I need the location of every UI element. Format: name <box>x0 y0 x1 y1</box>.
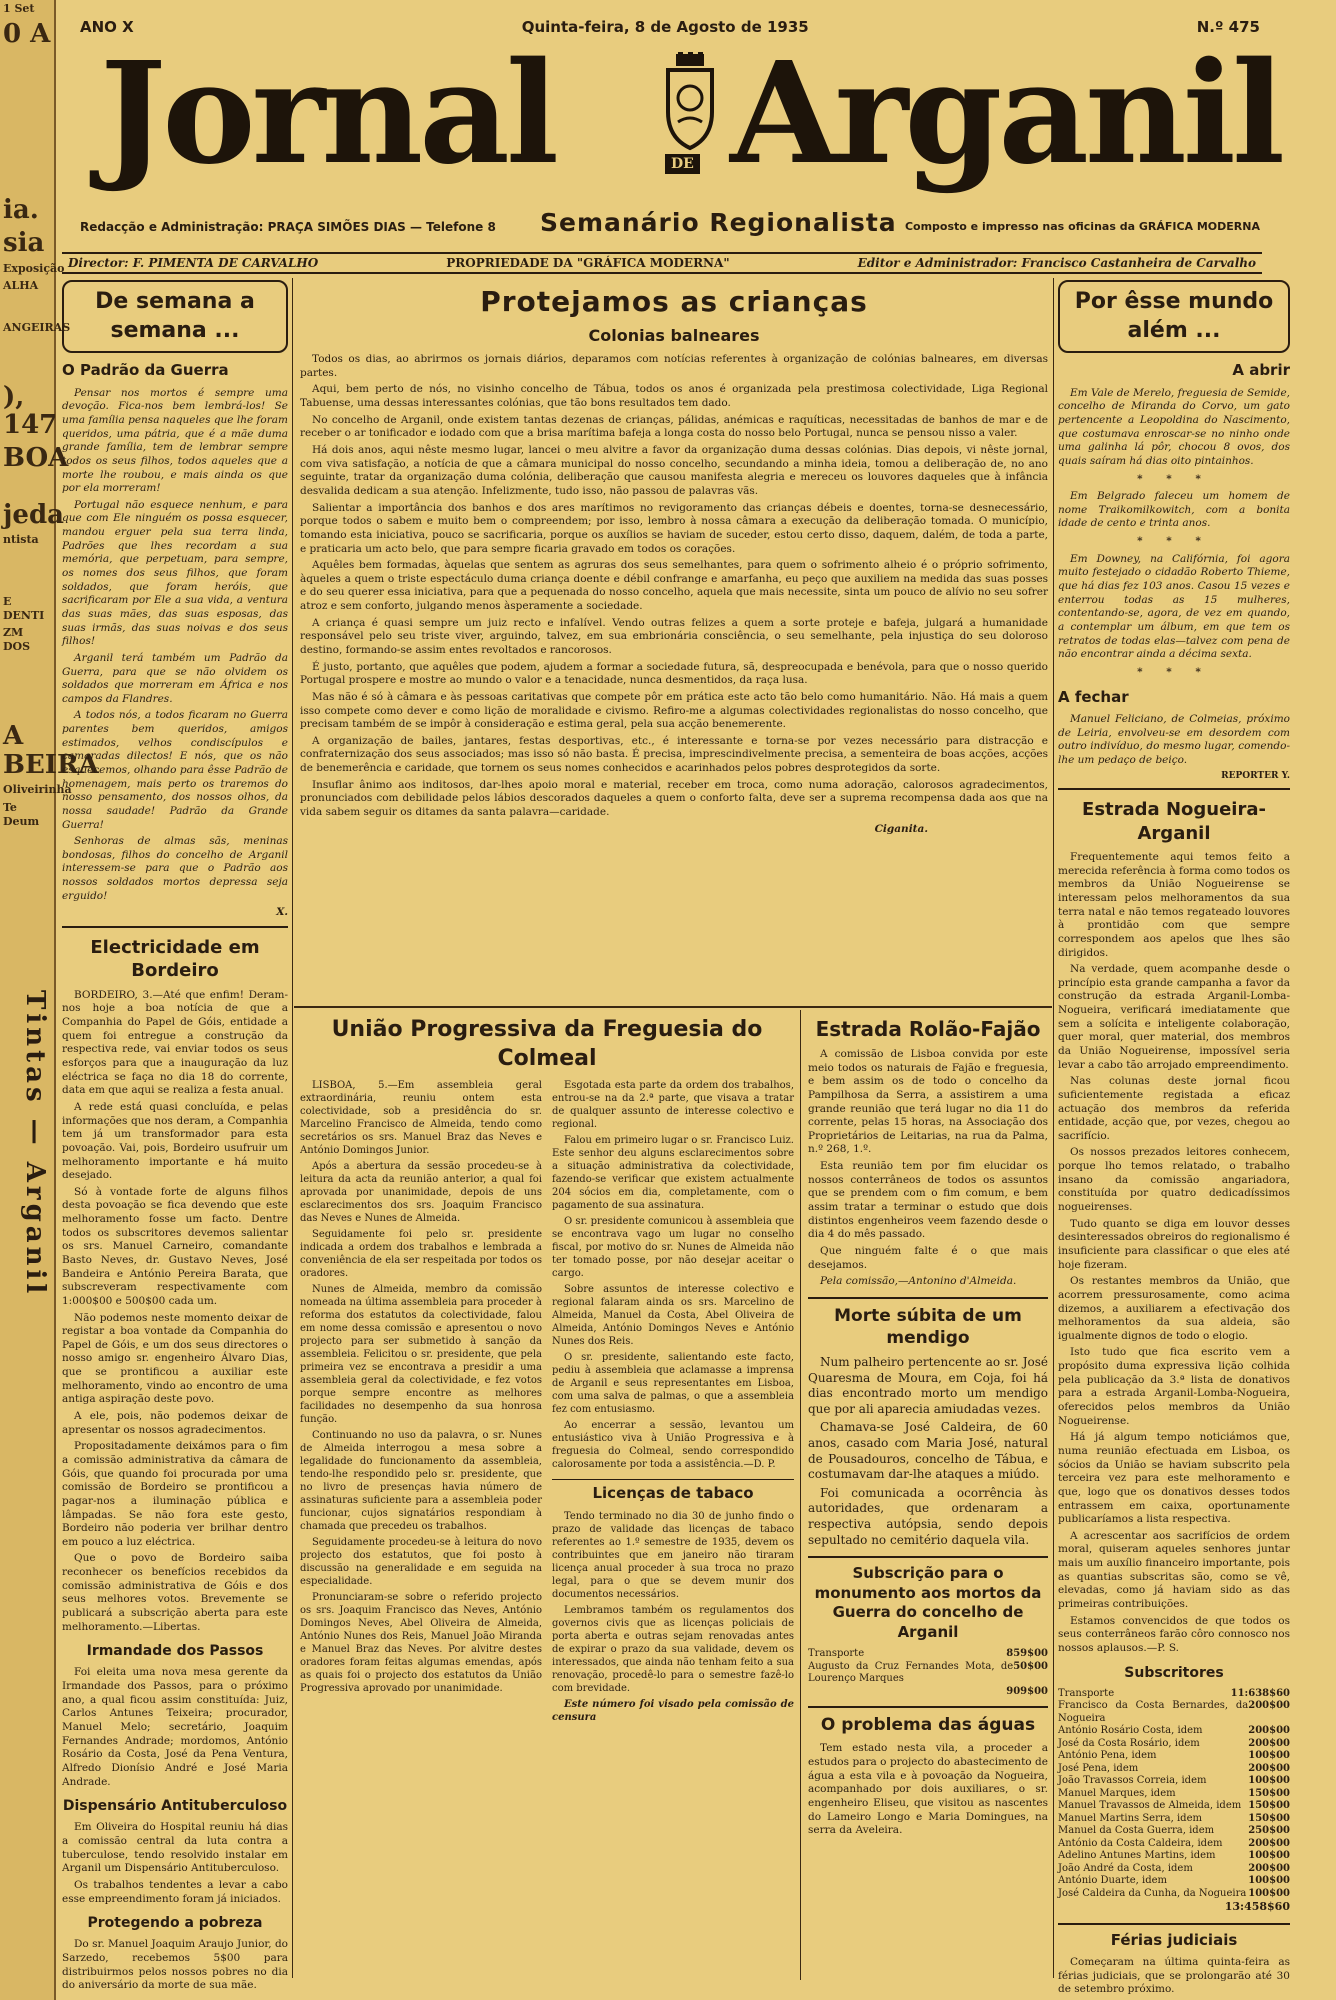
column-rule <box>1053 278 1054 1978</box>
paragraph: Chamava-se José Caldeira, de 60 anos, casado com Maria José, natural de Pousadouros, concelho de Tábua, e costumavam dar-lhe ataques a miúdo. <box>808 1420 1048 1482</box>
title-jornal: Jornal <box>100 32 556 196</box>
paragraph: No concelho de Arganil, onde existem tantas dezenas de crianças, pálidas, anémicas e raquíticas, necessitadas de banhos de mar e de receber o ar tonificador e iodado com que a brisa marítima bafeja a longa costa do nosso belo Portugal, nunca se pensou nisso a valer. <box>300 413 1048 440</box>
paragraph: Do sr. Manuel Joaquim Araujo Junior, do Sarzedo, recebemos 5$00 para distribuirmos pelos nossos pobres no dia do aniversário da morte de sua mãe. <box>62 1938 288 1992</box>
headline-irmandade: Irmandade dos Passos <box>86 1643 264 1660</box>
paragraph: Insuflar ânimo aos inditosos, dar-lhes apoio moral e material, receber em troca, como numa adoração, calorosos agradecimentos, pronunciados com debilidade pelos lábios descorados daqueles a quem o conforto falta, deve ser a suprema recompensa dada aos que na vida sabem seguir os ditames da santa palavra—caridade. <box>300 778 1048 819</box>
paragraph: A rede está quasi concluída, e pelas informações que nos deram, a Companhia tem já um transformador para esta povoação. Vai, pois, Bordeiro usufruir um melhoramento importante e há muito desejado. <box>62 1100 288 1182</box>
title-arganil: Arganil <box>730 32 1282 196</box>
censorship-note: Este número foi visado pela comissão de censura <box>552 1698 794 1723</box>
bleed-line: 1 Set <box>3 2 35 15</box>
director: Director: F. PIMENTA DE CARVALHO <box>68 256 319 270</box>
subtitle: Semanário Regionalista <box>540 208 897 237</box>
bleed-line: Oliveirinha <box>3 783 72 797</box>
bleed-line: E DENTI <box>3 594 45 622</box>
masthead-title <box>80 32 1282 224</box>
paragraph: Aqui, bem perto de nós, no visinho concelho de Tábua, todos os anos é organizada pela prestimosa colectividade, Liga Regional Tabuense, uma dessas interessantes colónias, que tão bons resultados tem dado. <box>300 383 1048 410</box>
bleed-line: 0 A <box>3 18 51 49</box>
paragraph: Os restantes membros da União, que acorrem pressurosamente, como acima dizemos, a auxiliarem a efectivação dos melhoramentos da sua aldeia, são igualmente dignos de todo o elogio. <box>1058 1275 1290 1342</box>
paragraph: Os nossos prezados leitores conhecem, porque lho temos relatado, o trabalho insano da comissão angariadora, constituída por quatro dedicadíssimos nogueirenses. <box>1058 1146 1290 1214</box>
subscriber-row: Adelino Antunes Martins, idem 100$00 <box>1058 1850 1290 1862</box>
paragraph: Ao encerrar a sessão, levantou um entusiástico viva à União Progressiva e à freguesia do Colmeal, sendo correspondido calorosamente por toda a assistência.—D. P. <box>552 1420 794 1471</box>
bleed-line: ), 147 <box>3 381 58 441</box>
bleed-line: ia. <box>3 195 39 226</box>
paragraph: Que ninguém falte é o que mais desejamos. <box>808 1244 1048 1271</box>
paragraph: Não podemos neste momento deixar de registar a boa vontade da Companhia do Papel de Góis, e um dos seus directores o nosso amigo sr. engenheiro Álvaro Dias, que se prontificou a auxiliar este melhoramento, vindo ao encontro de uma antiga aspiração deste povo. <box>62 1311 288 1406</box>
paragraph: Há dois anos, aqui nêste mesmo lugar, lancei o meu alvitre a favor da organização duma dessas colónias. Dias depois, vi nêste jornal, com viva satisfação, a notícia de que a câmara municipal do nosso concelho, secundando a minha ideia, tomou a deliberação de, no ano seguinte, tratar da organização duma colónia, deliberação que causou manifesta alegria e mereceu os louvores daqueles que à infância desvalida dedicam a sua atenção. Infelizmente, tudo isso, não passou de palavras vãs. <box>300 444 1048 497</box>
bleed-line: Exposição <box>3 261 65 275</box>
headline-uniao: União Progressiva da Freguesia do Colmeal <box>331 1017 763 1071</box>
bleed-line: ALHA <box>3 279 39 293</box>
paragraph: Esgotada esta parte da ordem dos trabalhos, entrou-se na da 2.ª parte, que visava a tratar de qualquer assunto de interesse colectivo e regional. <box>552 1080 794 1131</box>
bleed-line: A BEIRA <box>3 720 99 780</box>
signature: Ciganita. <box>874 822 928 835</box>
uniao-article <box>300 1012 794 1982</box>
subscriber-row: Transporte 11:638$60 <box>1058 1687 1290 1699</box>
paragraph: Que o povo de Bordeiro saiba reconhecer os benefícios recebidos da comissão administrativa de Góis e dos seus melhores votos. Brevemente se publicará a subscrição aberta para este melhoramento.—Libertas. <box>62 1552 288 1633</box>
paragraph: Aquêles bem formadas, àquelas que sentem as agruras dos seus semelhantes, para quem o sofrimento alheio é o próprio sofrimento, àqueles a quem o triste espectáculo duma criança doente e débil confrange e amarfanha, eu peço que auxiliem na medida das suas posses e do seu querer essa iniciativa, para que a pequenada do nosso concelho, aquela que mais necessite, sinta um pouco de alívio no seu sofrer atroz e sem conforto, julgando menos àsperamente a sociedade. <box>300 559 1048 613</box>
column-rule <box>800 1010 801 1980</box>
paragraph: Continuando no uso da palavra, o sr. Nunes de Almeida interrogou a mesa sobre a legalidade do funcionamento da assembleia, tendo-lhe respondido pelo sr. presidente, que no livro de presenças havia número de assinaturas suficiente para a assembleia poder funcionar, cujos signatários respondiam à chamada que precedeu os trabalhos. <box>300 1430 542 1533</box>
headline-morte: Morte súbita de um mendigo <box>808 1297 1048 1349</box>
paragraph: Em Downey, na Califórnia, foi agora muito festejado o cidadão Roberto Thieme, que há dias fez 103 anos. Casou 15 vezes e enterrou todas as 15 mulheres, contentando-se, agora, de vez em quando, a contemplar um álbum, em que tem os retratos de todas elas—talvez com pena de não encontrar ainda a décima sexta. <box>1058 552 1290 661</box>
paragraph: Num palheiro pertencente ao sr. José Quaresma de Moura, em Coja, foi há dias encontrado morto um mendigo que por ali aparecia amiudadas vezes. <box>808 1355 1048 1416</box>
paragraph: Frequentemente aqui temos feito a merecida referência à forma como todos os membros da União Nogueirense se interessam pelos melhoramentos da sua terra natal e não temos regateado louvores à prontidão com que sempre correspondem aos apelos que lhes são dirigidos. <box>1058 851 1290 959</box>
paragraph: Foi comunicada a ocorrência às autoridades, que ordenaram a respectiva autópsia, sendo depois sepultado no cemitério daquela vila. <box>808 1485 1048 1547</box>
headline-aguas: O problema das águas <box>808 1706 1048 1736</box>
separator-stars: * * * <box>1137 535 1211 548</box>
subscriber-row: José Caldeira da Cunha, da Nogueira 100$00 <box>1058 1887 1290 1899</box>
paragraph: A todos nós, a todos ficaram no Guerra parentes bem queridos, amigos estimados, velhos condiscípulos e camaradas dilectos! E nós, que os não esquecemos, olhando para êsse Padrão de homenagem, mais perto os traremos do nosso pensamento, dos nossos olhos, da nossa saudade! Padrão da Grande Guerra! <box>62 709 288 831</box>
subscription-row: Augusto da Cruz Fernandes Mota, de Lourenço Marques 50$00 <box>808 1660 1048 1685</box>
subscription-row: Transporte 859$00 <box>808 1648 1048 1660</box>
paragraph: A ele, pois, não podemos deixar de apresentar os nossos agradecimentos. <box>62 1410 288 1436</box>
subscriber-row: Manuel Travassos de Almeida, idem 150$00 <box>1058 1800 1290 1812</box>
paragraph: Isto tudo que fica escrito vem a propósito duma expressiva lição colhida pela publicação da 3.ª lista de donativos para a estrada Arganil-Lomba-Nogueira, oferecidos pelos membros da União Nogueirense. <box>1058 1346 1290 1427</box>
headline-ferias: Férias judiciais <box>1058 1923 1290 1951</box>
bleed-line: ANGEIRAS <box>3 321 71 335</box>
printer-note: Composto e impresso nas oficinas da GRÁFICA MODERNA <box>904 220 1260 233</box>
adjacent-page-edge <box>0 0 99 2000</box>
masthead-subline <box>80 208 1260 242</box>
headline-subscricao: Subscrição para o monumento aos mortos da Guerra do concelho de Arganil <box>808 1556 1048 1642</box>
paragraph: A acrescentar aos sacrifícios de ordem moral, quiseram aqueles senhores juntar mais um auxílio financeiro importante, pois as quantias subscritas são, como se vê, elevadas, como já haviam sido as das primeiras contribuições. <box>1058 1529 1290 1610</box>
headline-a-fechar: A fechar <box>1058 687 1129 706</box>
subscribers-total: 13:458$60 <box>1224 1900 1290 1914</box>
paragraph: A comissão de Lisboa convida por este meio todos os naturais de Fajão e freguesia, e bem assim os de todo o concelho da Pampilhosa da Serra, a assistirem a uma grande reunião que terá lugar no dia 11 do corrente, pelas 15 horas, na Associação dos Proprietários de Leitarias, na rua da Palma, n.º 268, 1.º. <box>808 1048 1048 1156</box>
headline-licencas: Licenças de tabaco <box>552 1479 794 1504</box>
paragraph: Nas colunas deste jornal ficou suficientemente registada a eficaz actuação dos membros da referida entidade, acção que, por vezes, chegou ao sacrifício. <box>1058 1075 1290 1142</box>
title-de: DE <box>665 154 700 174</box>
subscriber-row: Manuel da Costa Guerra, idem 250$00 <box>1058 1825 1290 1837</box>
paragraph: Falou em primeiro lugar o sr. Francisco Luiz. Este senhor deu alguns esclarecimentos sobre a situação administrativa da colectividade, fazendo-se verificar que existem actualmente 204 sócios em dia, completamente, com o pagamento de sua assinatura. <box>552 1135 794 1212</box>
paragraph: Em Belgrado faleceu um homem de nome Traikomilkowitch, com a bonita idade de cento e trinta anos. <box>1058 490 1290 530</box>
paragraph: Nunes de Almeida, membro da comissão nomeada na última assembleia para proceder à reforma dos estatutos da colectividade, falou em nome dessa comissão e apresentou o novo projecto para ser submetido à sanção da assembleia. Felicitou o sr. presidente, que pela primeira vez se encontrava a presidir a uma assembleia geral da colectividade, e fez votos porque sempre encontre as melhores facilidades no desempenho da sua honrosa função. <box>300 1284 542 1426</box>
paragraph: Foi eleita uma nova mesa gerente da Irmandade dos Passos, para o próximo ano, a qual ficou assim constituída: Juiz, Carlos Antunes Teixeira; procurador, Manuel Melo; secretário, Joaquim Fernandes Andrade; mordomos, António Rosário da Costa, José da Pena Ventura, Alfredo Dionísio André e José Maria Andrade. <box>62 1666 288 1788</box>
paragraph: O sr. presidente comunicou à assembleia que se encontrava vago um lugar no conselho fiscal, por motivo do sr. Nunes de Almeida não ter tomado posse, por não desejar aceitar o cargo. <box>552 1216 794 1280</box>
subscribers-list <box>1058 1688 1290 1901</box>
paragraph: Os trabalhos tendentes a levar a cabo esse empreendimento foram já iniciados. <box>62 1878 288 1905</box>
subscriber-row: Manuel Marques, idem 150$00 <box>1058 1787 1290 1799</box>
headline-a-abrir: A abrir <box>1232 361 1290 380</box>
bleed-line: ZM DOS <box>3 626 31 654</box>
paragraph: Salientar a importância dos banhos e dos ares marítimos no revigoramento das crianças débeis e doentes, torna-se desnecessário, porque todos o sabem e muito bem o compreendem; por isso, lembro à nossa câmara a execução da deliberação tomada. O município, tomando esta iniciativa, pouco se sacrificaria, porque os auxílios se haviam de suceder, estou certo disso, daquem, dalém, de toda a parte, e praticaria um acto belo, que para sempre ficaria gravado em todos os corações. <box>300 501 1048 555</box>
left-column <box>62 280 288 1992</box>
issue-year: ANO X <box>80 18 134 36</box>
subscriber-row: Manuel Martins Serra, idem 150$00 <box>1058 1812 1290 1824</box>
paragraph: Pela comissão,—Antonino d'Almeida. <box>820 1275 1017 1288</box>
subscriber-row: João André da Costa, idem 200$00 <box>1058 1862 1290 1874</box>
paragraph: Só à vontade forte de alguns filhos desta povoação se fica devendo que este melhoramento fosse um facto. Dentre todos os subscritores devemos salientar os srs. Manuel Carneiro, comandante Basto Neves, dr. Gustavo Neves, José Bandeira e António Pereira Barata, que subscreveram respectivamente com 1:000$00 e 500$00 cada um. <box>62 1185 288 1307</box>
redaccao-address: Redacção e Administração: PRAÇA SIMÕES DIAS — Telefone 8 <box>80 220 496 234</box>
separator-stars: * * * <box>1137 665 1211 678</box>
paragraph: Lembramos também os regulamentos dos governos civis que as licenças policiais de porta aberta e outras sejam renovadas antes de expirar o prazo da sua validade, devem os interessados, que ainda não tenham feito a sua renovação, procedê-lo para o semestre fazê-lo com brevidade. <box>552 1604 794 1694</box>
paragraph: Após a abertura da sessão procedeu-se à leitura da acta da reunião anterior, a qual foi aprovada por unanimidade, depois de uns esclarecimentos dos srs. Joaquim Francisco das Neves e Nunes de Almeida. <box>300 1161 542 1225</box>
headline-rolao: Estrada Rolão-Fajão <box>815 1017 1041 1041</box>
headline-electricidade: Electricidade em Bordeiro <box>90 937 260 982</box>
paragraph: Sobre assuntos de interesse colectivo e regional falaram ainda os srs. Marcelino de Almeida, Manuel da Costa, Abel Oliveira de Almeida, António Domingos Neves e António Nunes dos Reis. <box>552 1284 794 1348</box>
bleed-vertical-ad: Tintas — Arganil <box>20 990 50 1298</box>
paragraph: Senhoras de almas sãs, meninas bondosas, filhos do concelho de Arganil interessem-se para que o Padrão aos nossos soldados mortos depressa seja erguido! <box>62 835 288 902</box>
paragraph: Todos os dias, ao abrirmos os jornais diários, deparamos com notícias referentes à organização de colónias balneares, em diversas partes. <box>300 353 1048 379</box>
paragraph: Começaram na última quinta-feira as férias judiciais, que se prolongarão até 30 de setembro próximo. <box>1058 1956 1290 1996</box>
paragraph: Há já algum tempo noticiámos que, numa reunião efectuada em Lisboa, os sócios da União se haviam subscrito pela terceira vez para este melhoramento e que, logo que os donativos desses todos entrassem em caixa, oportunamente publicaríamos a lista respectiva. <box>1058 1431 1290 1526</box>
bleed-line: ntista <box>3 533 39 547</box>
paragraph: Pensar nos mortos é sempre uma devoção. Fica-nos bem lembrá-los! Se uma família pensa naqueles que lhe foram queridos, uma pátria, que é a mãe duma grande família, tem de lembrar sempre todos os seus filhos, todos aqueles que a morte lhe roubou, e mais ainda os que por ela morreram! <box>62 386 288 495</box>
paragraph: Propositadamente deixámos para o fim a comissão administrativa da câmara de Góis, que quando foi procurada por uma comissão de Bordeiro se prontificou a pagar-nos a iluminação pública e lâmpadas. Se não fora este gesto, Bordeiro não poderia ver brilhar dentro em pouco a luz eléctrica. <box>62 1440 288 1548</box>
right-column <box>1058 280 1291 1996</box>
bleed-line: Te Deum <box>3 800 40 828</box>
paragraph: Mas não é só à câmara e às pessoas caritativas que compete pôr em prática este acto tão belo como humanitário. Não. Há mais a quem isso compete como dever e como lição de moralidade e civismo. Refiro-me a algumas colectividades regionalistas do nosso concelho, que precisam também de se impôr à consideração e estima geral, pela sua acção benemerente. <box>300 690 1048 731</box>
rolao-column <box>808 1012 1048 1982</box>
editor: Editor e Administrador: Francisco Castanheira de Carvalho <box>857 256 1256 270</box>
paragraph: BORDEIRO, 3.—Até que enfim! Deram-nos hoje a boa notícia de que a Companhia do Papel de Góis, entidade a quem foi entregue a construção da respectiva rede, vai enviar todos os seus esforços para que a inauguração da luz eléctrica se faça no dia 18 do corrente, data em que aqui se realiza a festa anual. <box>62 988 288 1097</box>
paragraph: Tudo quanto se diga em louvor desses desinteressados obreiros do regionalismo é insuficiente para classificar o que eles até hoje fizeram. <box>1058 1217 1290 1271</box>
column-rule <box>292 278 293 1978</box>
headline-protegendo: Protegendo a pobreza <box>87 1915 263 1932</box>
subscriber-row: António da Costa Caldeira, idem 200$00 <box>1058 1837 1290 1849</box>
bleed-line: sia <box>3 227 45 258</box>
issue-date: Quinta-feira, 8 de Agosto de 1935 <box>521 18 809 36</box>
propriedade: PROPRIEDADE DA "GRÁFICA MODERNA" <box>446 256 730 270</box>
bleed-line: jeda <box>3 499 64 530</box>
paragraph: Em Vale de Merelo, freguesia de Semide, concelho de Miranda do Corvo, um gato pertencente a Leopoldina do Nascimento, que costumava enroscar-se no ninho onde uma galinha lá pôr, chocou 8 ovos, dos quais saíram há dias oito pintainhos. <box>1058 386 1291 467</box>
paragraph: Em Oliveira do Hospital reuniu há dias a comissão central da luta contra a tuberculose, tendo resolvido instalar em Arganil um Dispensário Antituberculoso. <box>62 1821 288 1875</box>
paragraph: Pronunciaram-se sobre o referido projecto os srs. Joaquim Francisco das Neves, António Domingos Neves, Abel Oliveira de Almeida, António Nunes dos Reis, Manuel João Miranda e Manuel Braz das Neves. Por alvitre destes oradores foram feitas algumas emendas, após as quais foi o projecto dos estatutos da União Progressiva aprovado por unanimidade. <box>300 1592 542 1695</box>
signature: X. <box>276 906 288 919</box>
paragraph: Tem estado nesta vila, a proceder a estudos para o projecto do abastecimento de água a esta vila e à povoação da Nogueira, acompanhado por dois auxiliares, o sr. engenheiro Eliseu, que visitou as nascentes do Lameiro Longo e Maria Domingues, na serra da Aveleira. <box>808 1742 1048 1837</box>
subscriber-row: José da Costa Rosário, idem 200$00 <box>1058 1737 1290 1749</box>
paragraph: LISBOA, 5.—Em assembleia geral extraordinária, reuniu ontem esta colectividade, sob a presidência do sr. Marcelino Francisco de Almeida, tendo como secretários os srs. Manuel Braz das Neves e António Domingos Junior. <box>300 1080 542 1157</box>
subscriber-row: Francisco da Costa Bernardes, da Nogueira 200$00 <box>1058 1700 1290 1724</box>
paragraph: Portugal não esquece nenhum, e para que com Ele ninguém os possa esquecer, mandou erguer pela sua terra linda, Padrões que lhes recordam a sua memória, que perpetuam, para sempre, os nomes dos seus filhos, que foram soldados, que foram heróis, que sacrificaram por Ele a sua vida, a ventura das suas mães, das suas esposas, das suas irmãs, das suas noivas e dos seus filhos! <box>62 498 288 648</box>
staff-bar <box>62 252 1262 274</box>
paragraph: Seguidamente procedeu-se à leitura do novo projecto dos estatutos, que foi posto à discussão na generalidade e em seguida na especialidade. <box>300 1537 542 1588</box>
arganil-crest-icon <box>662 52 718 152</box>
bleed-line: BOA <box>3 442 69 473</box>
paragraph: Tendo terminado no dia 30 de junho findo o prazo de validade das licenças de tabaco referentes ao 1.º semestre de 1935, devem os contribuintes que em janeiro não tiraram licença anual proceder à sua troca no prazo legal, para o que se devem munir dos documentos necessários. <box>552 1510 794 1600</box>
paragraph: A criança é quasi sempre um juiz recto e infalível. Vendo outras felizes a quem a sorte proteje e bafeja, julgará a humanidade responsável pelo seu triste viver, arguindo, talvez, em sua embrionária consciência, o seu semelhante, pela injustiça do seu doloroso destino, formando-se assim entes revoltados e rancorosos. <box>300 616 1048 656</box>
subscriber-row: António Rosário Costa, idem 200$00 <box>1058 1725 1290 1737</box>
paragraph: Na verdade, quem acompanhe desde o princípio esta grande campanha a favor da construção da estrada Arganil-Lomba-Nogueira, verificará imediatamente que sem a solícita e inteligente colaboração, quer moral, quer material, dos membros da União Nogueirense, impossível seria levar a cabo tão arrojado empreendimento. <box>1058 963 1290 1071</box>
subscription-row: 909$00 <box>1006 1685 1048 1697</box>
paragraph: A organização de bailes, jantares, festas desportivas, etc., é interessante e torna-se por vezes necessário para distracção e confraternização dos seus associados; mas isso só não basta. É precisa, imprescindivelmente precisa, a sementeira de boas acções, acções de benemerência e caridade, que tornem os seus nomes conhecidos e acarinhados pelos pobres desprotegidos da sorte. <box>300 734 1048 775</box>
paragraph: Estamos convencidos de que todos os seus conterrâneos farão côro connosco nos nossos aplausos.—P. S. <box>1058 1614 1290 1654</box>
signature: REPORTER Y. <box>1221 770 1290 781</box>
paragraph: O sr. presidente, salientando este facto, pediu à assembleia que aclamasse a imprensa de Arganil e seus representantes em Lisboa, com uma salva de palmas, o que a assembleia fez com entusiasmo. <box>552 1352 794 1416</box>
subscriber-row: José Pena, idem 200$00 <box>1058 1762 1290 1774</box>
subscriber-row: António Duarte, idem 100$00 <box>1058 1875 1290 1887</box>
issue-number: N.º 475 <box>1196 18 1260 36</box>
headline-subscritores: Subscritores <box>1124 1664 1224 1681</box>
section-box-de-semana: De semana a semana ... <box>62 280 288 353</box>
subheadline-colonias: Colonias balneares <box>588 326 760 346</box>
subscriber-row: António Pena, idem 100$00 <box>1058 1750 1290 1762</box>
paragraph: É justo, portanto, que aquêles que podem, ajudem a formar a sociedade futura, sã, despreocupada e benévola, para que o nosso querido Portugal prospere e mostre ao mundo o valor e a tenacidade, nunca desmentidos, da raça lusa. <box>300 660 1048 687</box>
section-box-por-esse-mundo: Por êsse mundo além ... <box>1058 280 1290 353</box>
lead-article <box>300 280 1048 1004</box>
headline-estrada-nogueira: Estrada Nogueira-Arganil <box>1082 799 1266 844</box>
section-rule <box>294 1006 1052 1008</box>
headline-protejamos: Protejamos as crianças <box>480 285 868 318</box>
headline-padrao: O Padrão da Guerra <box>62 361 229 380</box>
separator-stars: * * * <box>1137 472 1211 485</box>
subscriber-row: João Travassos Correia, idem 100$00 <box>1058 1775 1290 1787</box>
headline-dispensario: Dispensário Antituberculoso <box>62 1798 288 1815</box>
paragraph: Seguidamente foi pelo sr. presidente indicada a ordem dos trabalhos e lembrada a conveniência de ela ser respeitada por todos os oradores. <box>300 1229 542 1280</box>
paragraph: Arganil terá também um Padrão da Guerra, para que se não olvidem os soldados que morreram em África e nos campos da Flandres. <box>62 651 288 705</box>
paragraph: Esta reunião tem por fim elucidar os nossos conterrâneos de todos os assuntos que se prendem com o fim comum, e bem assim tratar a terminar o estudo que dois distintos engenheiros veem fazendo desde o dia 4 do mês passado. <box>808 1160 1048 1241</box>
paragraph: Manuel Feliciano, de Colmeias, próximo de Leiria, envolveu-se em desordem com outro indivíduo, do mesmo lugar, comendo-lhe um pedaço de beiço. <box>1058 713 1290 766</box>
